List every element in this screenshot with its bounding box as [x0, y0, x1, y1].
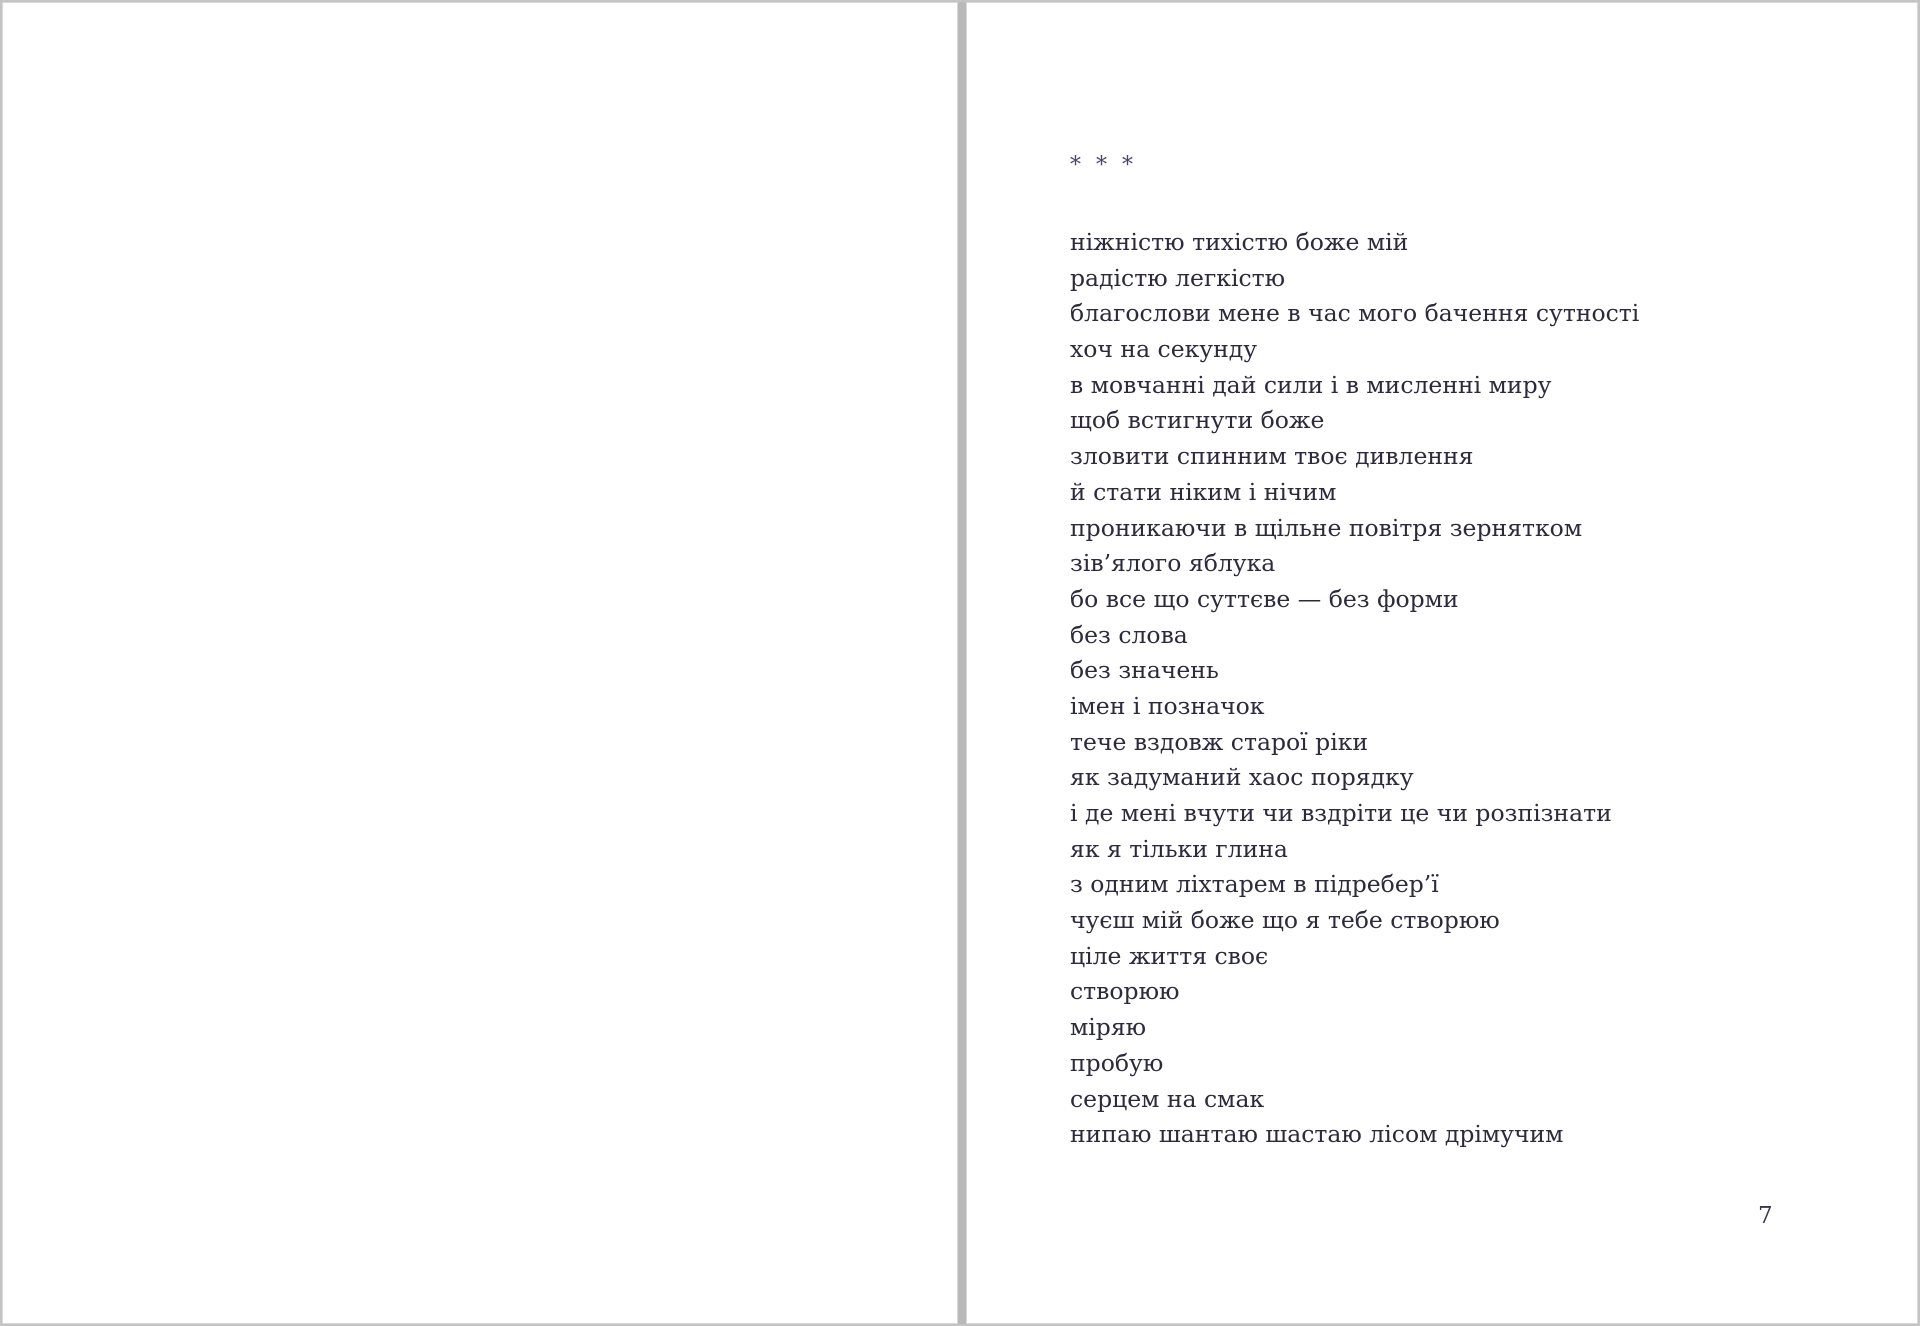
poem-line: створюю — [1070, 977, 1180, 1006]
poem-line: як я тільки глина — [1070, 834, 1288, 863]
page-gutter — [958, 0, 966, 1326]
poem-line: міряю — [1070, 1013, 1147, 1042]
poem-line: нипаю шантаю шастаю лісом дрімучим — [1070, 1120, 1564, 1149]
poem-line: ніжністю тихістю боже мій — [1070, 228, 1409, 256]
poem-line: чуєш мій боже що я тебе створюю — [1070, 906, 1500, 935]
poem-line: як задуманий хаос порядку — [1070, 763, 1414, 792]
poem-line: в мовчанні дай сили і в мисленні миру — [1070, 370, 1552, 399]
poem-line: щоб встигнути боже — [1070, 406, 1325, 435]
poem-line: благослови мене в час мого бачення сутності — [1070, 299, 1640, 328]
poem-line: і де мені вчути чи вздріти це чи розпізнати — [1070, 799, 1612, 827]
left-page-blank — [2, 2, 958, 1324]
poem-line: ціле життя своє — [1070, 941, 1269, 970]
poem-line: з одним ліхтарем в підребер’ї — [1070, 870, 1439, 899]
poem-line: без значень — [1070, 656, 1219, 685]
right-page — [966, 2, 1918, 1324]
poem-line: хоч на секунду — [1070, 335, 1258, 364]
poem-line: проникаючи в щільне повітря зернятком — [1070, 513, 1583, 542]
page-number: 7 — [1758, 1203, 1773, 1229]
poem-text — [1070, 225, 1639, 1153]
poem-line: імен і позначок — [1070, 691, 1265, 720]
poem-line: серцем на смак — [1070, 1084, 1265, 1113]
poem-line: зловити спинним твоє дивлення — [1070, 442, 1474, 471]
poem-line: без слова — [1070, 620, 1188, 649]
poem-line: тече вздовж старої ріки — [1070, 727, 1369, 756]
poem-line: пробую — [1070, 1048, 1164, 1077]
poem-line: радістю легкістю — [1070, 263, 1286, 292]
section-mark: * * * — [1070, 153, 1137, 178]
poem-line: бо все що суттєве — без форми — [1070, 584, 1459, 613]
poem-line: зів’ялого яблука — [1070, 549, 1276, 578]
poem-line: й стати ніким і нічим — [1070, 477, 1337, 506]
